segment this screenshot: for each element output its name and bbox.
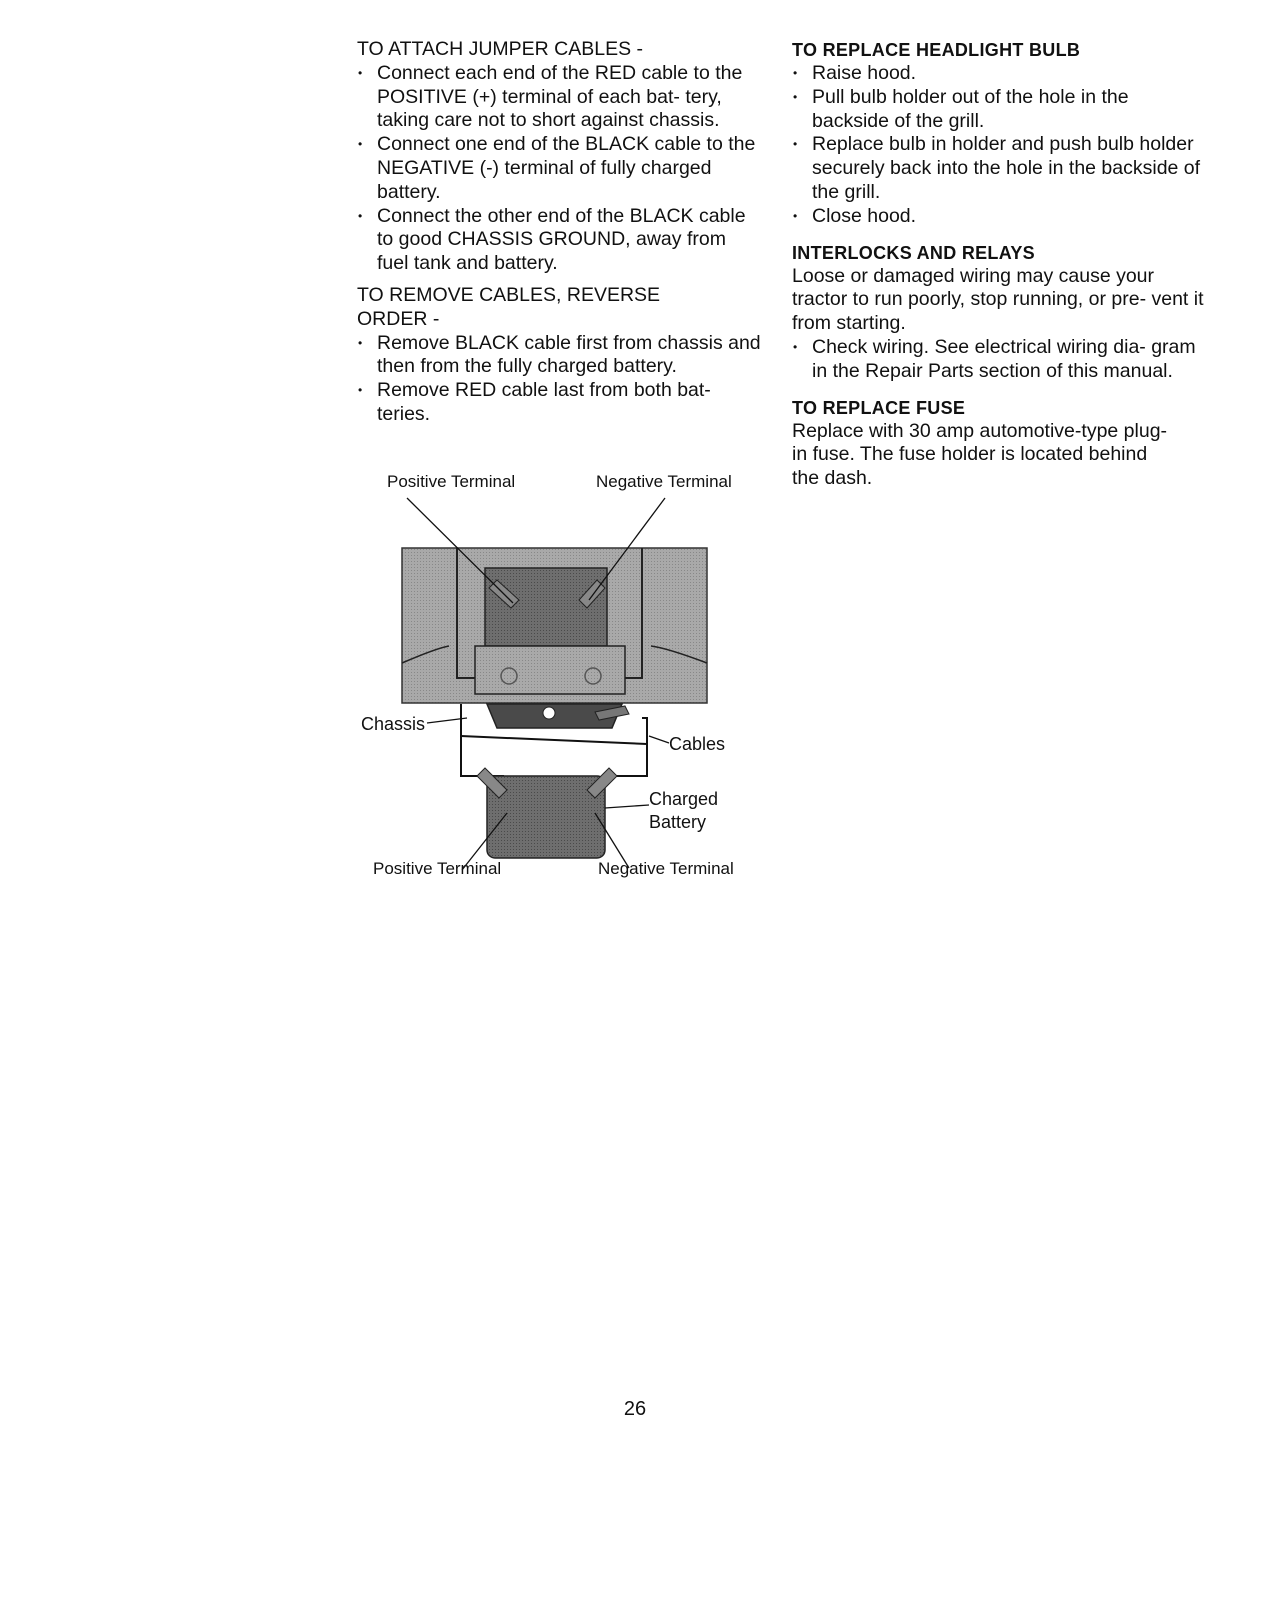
top-negative-terminal-label: Negative Terminal <box>596 472 732 491</box>
list-item: • Remove BLACK cable first from chassis and then from the fully charged battery. <box>358 331 761 378</box>
interlocks-heading: INTERLOCKS AND RELAYS <box>792 242 1035 263</box>
charged-label: Charged <box>649 789 719 809</box>
list-item: • Connect one end of the BLACK cable to the NEGATIVE (-) terminal of fully charged battery. <box>358 133 756 203</box>
remove-cables-list <box>357 332 762 427</box>
list-item: • Connect the other end of the BLACK cable to good CHASSIS GROUND, away from fuel tank and battery. <box>358 204 746 275</box>
fuse-text: Replace with 30 amp automotive-type plug-in fuse. The fuse holder is located behind the dash. <box>792 419 1168 490</box>
chassis-label: Chassis <box>361 714 426 734</box>
list-item: • Connect each end of the RED cable to the POSITIVE (+) terminal of each bat- tery, taking care not to short against chassis. <box>358 61 743 132</box>
top-positive-terminal-label: Positive Terminal <box>387 472 516 491</box>
battery-label: Battery <box>649 812 707 832</box>
list-item: • Pull bulb holder out of the hole in the backside of the grill. <box>793 85 1129 132</box>
list-item: • Remove RED cable last from both bat- teries. <box>358 379 711 425</box>
jumper-cable-diagram <box>357 468 767 888</box>
headlight-list <box>792 62 1212 229</box>
tractor-body <box>402 548 707 728</box>
attach-cables-heading: TO ATTACH JUMPER CABLES - <box>357 38 644 60</box>
right-column <box>792 38 1212 491</box>
headlight-heading: TO REPLACE HEADLIGHT BULB <box>792 40 1081 60</box>
remove-cables-heading: TO REMOVE CABLES, REVERSE ORDER - <box>357 283 661 330</box>
list-item: • Check wiring. See electrical wiring dia- gram in the Repair Parts section of this manual. <box>793 335 1196 382</box>
cables-label: Cables <box>669 734 726 754</box>
bottom-positive-terminal-label: Positive Terminal <box>373 859 502 878</box>
page-number: 26 <box>623 1398 647 1420</box>
bottom-negative-terminal-label: Negative Terminal <box>598 859 734 878</box>
list-item: • Replace bulb in holder and push bulb holder securely back into the hole in the backside of the grill. <box>793 133 1201 203</box>
list-item: • Raise hood. <box>793 62 917 84</box>
left-column <box>357 38 762 427</box>
list-item: • Close hood. <box>793 204 917 227</box>
fuse-heading: TO REPLACE FUSE <box>792 397 966 418</box>
interlocks-list <box>792 336 1212 384</box>
interlocks-text: Loose or damaged wiring may cause your tractor to run poorly, stop running, or pre- vent it from starting. <box>792 264 1204 335</box>
charged-battery <box>477 768 617 858</box>
attach-cables-list <box>357 62 762 276</box>
